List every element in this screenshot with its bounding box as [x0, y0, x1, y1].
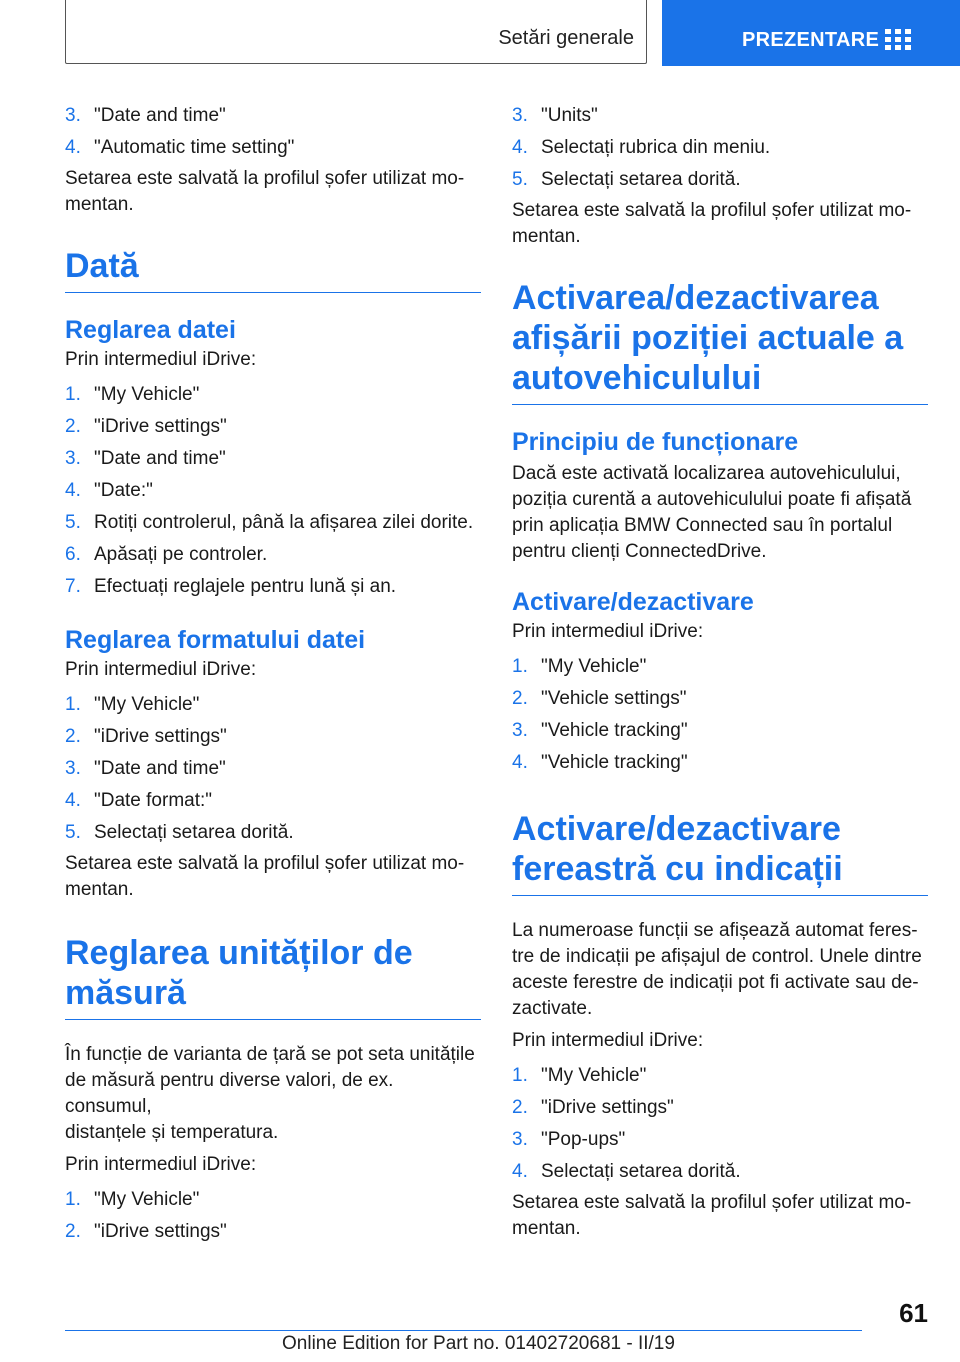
date-format-note: Setarea este salvată la profilul șofer utilizat mo- mentan.	[65, 853, 465, 900]
list-item: 6. Apăsați pe controler.	[65, 544, 268, 565]
units-note: Setarea este salvată la profilul șofer utilizat mo- mentan.	[512, 200, 912, 247]
popups-list	[512, 1060, 928, 1188]
set-date-lead: Prin intermediul iDrive:	[65, 349, 257, 370]
list-item: 4. "Date format:"	[65, 790, 213, 811]
page-header	[0, 0, 960, 66]
heading-date: Dată	[65, 246, 481, 293]
popups-intro: La numeroase funcții se afișează automat feres- tre de indicații pe afișajul de control. Unele dintre aceste ferestre de indicații pot fi activate sau de- zactivate.	[512, 920, 922, 1019]
date-format-list	[65, 689, 481, 849]
popups-note: Setarea este salvată la profilul șofer utilizat mo- mentan.	[512, 1192, 912, 1239]
list-item: 3. "Vehicle tracking"	[512, 720, 688, 741]
list-item: 5. Selectați setarea dorită.	[512, 169, 741, 190]
intro-note: Setarea este salvată la profilul șofer utilizat mo- mentan.	[65, 168, 465, 215]
list-item: 4. Selectați setarea dorită.	[512, 1161, 741, 1182]
activation-lead: Prin intermediul iDrive:	[512, 621, 704, 642]
principle-text: Dacă este activată localizarea autovehiculului, poziția curentă a autovehiculului poate fi afișată prin aplicația BMW Connected sau în portalul pentru clienți ConnectedDrive.	[512, 463, 912, 562]
chapter-tab[interactable]	[662, 0, 960, 66]
heading-date-format: Reglarea formatului datei	[65, 626, 366, 654]
list-item: 7. Efectuați reglajele pentru lună și an.	[65, 576, 397, 597]
left-column	[65, 100, 481, 1248]
list-item: 5. Selectați setarea dorită.	[65, 822, 294, 843]
list-item: 3. "Units"	[512, 105, 598, 126]
right-column	[512, 100, 928, 1242]
list-item: 1. "My Vehicle"	[512, 1065, 647, 1086]
list-item: 3. "Date and time"	[65, 105, 226, 126]
list-item: 1. "My Vehicle"	[65, 694, 200, 715]
list-item: 4. "Automatic time setting"	[65, 137, 295, 158]
page-number: 61	[899, 1298, 928, 1328]
footer-edition: Online Edition for Part no. 01402720681 - II/19	[282, 1333, 675, 1354]
list-item: 2. "iDrive settings"	[65, 726, 227, 747]
activation-list	[512, 651, 928, 779]
heading-vehicle-position: Activarea/dezactivarea afișării poziției actuale a autovehiculului	[512, 278, 928, 405]
list-item: 1. "My Vehicle"	[512, 656, 647, 677]
chapter-title: PREZENTARE	[742, 29, 880, 51]
list-item: 3. "Date and time"	[65, 758, 226, 779]
units-intro: În funcție de varianta de țară se pot seta unitățile de măsură pentru diverse valori, de ex. consumul, distanțele și temperatura.	[65, 1044, 475, 1143]
heading-units: Reglarea unităților de măsură	[65, 933, 481, 1020]
heading-principle: Principiu de funcționare	[512, 428, 799, 456]
section-title: Setări generale	[498, 27, 634, 49]
heading-activation: Activare/dezactivare	[512, 588, 754, 616]
list-item: 2. "Vehicle settings"	[512, 688, 687, 709]
set-date-list	[65, 379, 481, 603]
heading-popups: Activare/dezactivare fereastră cu indicații	[512, 809, 928, 896]
popups-lead: Prin intermediul iDrive:	[512, 1030, 704, 1051]
list-item: 4. "Vehicle tracking"	[512, 752, 688, 773]
heading-set-date: Reglarea datei	[65, 316, 236, 344]
date-format-lead: Prin intermediul iDrive:	[65, 659, 257, 680]
footer-divider	[65, 1330, 862, 1331]
list-item: 3. "Date and time"	[65, 448, 226, 469]
list-item: 4. Selectați rubrica din meniu.	[512, 137, 771, 158]
intro-list	[65, 100, 481, 164]
list-item: 2. "iDrive settings"	[65, 416, 227, 437]
units-list	[65, 1184, 481, 1248]
list-item: 2. "iDrive settings"	[65, 1221, 227, 1242]
units-lead: Prin intermediul iDrive:	[65, 1154, 257, 1175]
section-tab[interactable]	[65, 0, 647, 64]
grid-menu-icon	[885, 29, 911, 51]
list-item: 3. "Pop-ups"	[512, 1129, 626, 1150]
units-list-continued	[512, 100, 928, 196]
list-item: 5. Rotiți controlerul, până la afișarea zilei dorite.	[65, 512, 474, 533]
list-item: 1. "My Vehicle"	[65, 1189, 200, 1210]
list-item: 1. "My Vehicle"	[65, 384, 200, 405]
list-item: 4. "Date:"	[65, 480, 153, 501]
list-item: 2. "iDrive settings"	[512, 1097, 674, 1118]
